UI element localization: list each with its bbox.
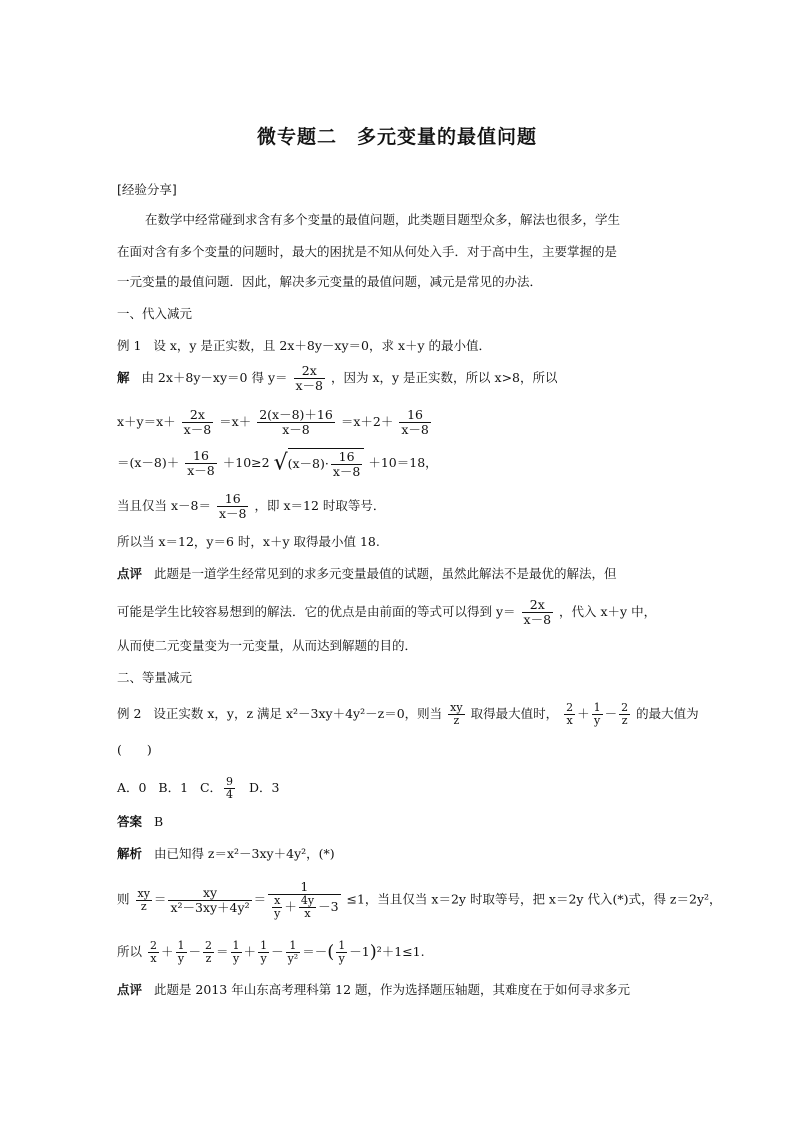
denominator: x	[299, 907, 316, 920]
intro-line-3: 一元变量的最值问题．因此，解决多元变量的最值问题，减元是常见的办法．	[117, 274, 543, 289]
denominator: y	[231, 952, 242, 965]
comment-1-line-3: 从而使二元变量变为一元变量，从而达到解题的目的．	[117, 638, 418, 653]
numerator: 1	[593, 701, 601, 714]
numerator: 16	[224, 491, 241, 506]
analysis-pre: 则	[117, 891, 130, 907]
analysis-pre: 所以	[117, 944, 143, 959]
radicand-a: (x－8)·	[287, 456, 329, 471]
numerator: 1	[260, 939, 268, 952]
left-paren: (	[327, 941, 335, 963]
solution-1-line-4	[117, 492, 385, 521]
comment-label: 点评	[117, 566, 143, 581]
fraction-1-over-sum	[268, 880, 340, 920]
comment-1-line-1	[117, 566, 616, 582]
fraction-2-over-z	[203, 940, 214, 965]
right-paren: )	[369, 941, 377, 963]
option-b: B．1	[158, 780, 189, 795]
numerator: x	[274, 894, 281, 907]
solution-1-line-3	[117, 448, 438, 479]
denominator: x²－3xy＋4y²	[170, 899, 250, 915]
comment-label: 点评	[117, 982, 143, 997]
analysis-line-1	[117, 846, 335, 862]
heading-substitution: 一、代入减元	[117, 306, 193, 321]
solution-text-b: ，因为 x，y 是正实数，所以 x>8，所以	[331, 370, 558, 385]
fraction-1-over-y	[592, 702, 603, 727]
numerator: xy	[202, 884, 218, 900]
numerator: 2	[205, 939, 213, 952]
heading-equal-substitution: 二、等量减元	[117, 670, 193, 685]
denominator: x	[148, 952, 159, 965]
denominator: x－8	[257, 422, 335, 437]
denominator: y	[592, 714, 603, 727]
option-a: A．0	[117, 780, 147, 795]
square-root	[274, 448, 365, 479]
fraction-16-over-x-8	[399, 408, 431, 437]
numerator: 2(x－8)＋16	[259, 407, 333, 422]
solution-1-line-5: 所以当 x＝12，y＝6 时，x＋y 取得最小值 18.	[117, 534, 380, 549]
fraction-xy-over-z	[136, 888, 152, 913]
denominator: x－8	[523, 612, 552, 627]
denominator: y	[258, 952, 269, 965]
numerator: 2x	[529, 597, 545, 612]
expr-a: ＝(x－8)＋	[117, 455, 180, 470]
numerator: 1	[177, 939, 185, 952]
intro-line-1: 在数学中经常碰到求含有多个变量的最值问题，此类题目题型众多，解法也很多，学生	[145, 212, 621, 227]
analysis-text-b: ≤1，当且仅当 x＝2y 时取等号，把 x＝2y 代入(*)式，得 z＝2y²，	[346, 891, 722, 907]
expr-b: ，即 x＝12 时取等号．	[254, 498, 386, 513]
solution-label: 解	[117, 370, 130, 385]
expr-d: ＋10＝18，	[368, 455, 438, 470]
option-c: C．	[199, 780, 223, 795]
example-1-text: 设 x，y 是正实数，且 2x＋8y－xy＝0，求 x＋y 的最小值．	[153, 338, 492, 353]
numerator: 16	[407, 407, 424, 422]
fraction-xy-over-quadratic	[168, 886, 251, 915]
numerator: 1	[300, 879, 309, 894]
numerator: 2x	[301, 363, 317, 378]
numerator: 4y	[300, 894, 315, 907]
fraction-xy-over-z	[448, 702, 464, 727]
fraction-9-over-4	[224, 776, 235, 801]
fraction-16-over-x-8	[217, 492, 249, 521]
denominator: 4	[226, 788, 234, 801]
solution-1-line-1	[117, 364, 558, 393]
denominator: x－8	[295, 378, 324, 393]
comment-2	[117, 982, 630, 998]
numerator: 16	[338, 449, 355, 464]
example-2-paren: ( )	[117, 742, 152, 757]
example-2: 例 2 设正实数 x，y，z 满足 x²－3xy＋4y²－z＝0，则当 $\frac{xy}{z}$ 取得最大值时， $\frac{2}{x}$ ＋ $\frac{1}{y}$ － $\frac{2}{z}$ 的最大值为	[117, 701, 699, 727]
denominator: z	[448, 714, 464, 727]
answer-label: 答案	[117, 814, 143, 829]
comment-1-line-2	[117, 598, 656, 627]
denominator: y²	[287, 952, 299, 965]
numerator: 2	[150, 939, 157, 952]
intro-line-2: 在面对含有多个变量的问题时，最大的困扰是不知从何处入手．对于高中生，主要掌握的是	[117, 244, 618, 259]
denominator: x－8	[187, 463, 215, 478]
comment-text-b: ，代入 x＋y 中，	[559, 604, 657, 619]
fraction-expanded	[257, 408, 335, 437]
expr-b: ＋10≥2	[222, 455, 270, 470]
fraction-1-over-y	[336, 940, 347, 965]
comment-text-a: 可能是学生比较容易想到的解法．它的优点是由前面的等式可以得到 y＝	[117, 604, 516, 619]
numerator: xy	[450, 701, 463, 714]
numerator: 2	[566, 701, 574, 714]
fraction-2x-over-x-8	[182, 408, 214, 437]
analysis-tail: ²＋1≤1.	[376, 944, 425, 959]
numerator: 16	[193, 448, 209, 463]
example-2-text-c: 的最大值为	[636, 706, 699, 721]
analysis-text: 由已知得 z＝x²－3xy＋4y²，(*)	[153, 846, 335, 861]
expr-a: 当且仅当 x－8＝	[117, 498, 211, 513]
numerator: 1	[232, 939, 240, 952]
numerator: 1	[338, 939, 346, 952]
comment-text: 此题是 2013 年山东高考理科第 12 题，作为选择题压轴题，其难度在于如何寻求多元	[153, 982, 631, 997]
fraction-1-over-y	[176, 940, 187, 965]
expr-a: x＋y＝x＋	[117, 414, 176, 429]
analysis-label: 解析	[117, 846, 143, 861]
denominator: z	[203, 952, 214, 965]
expr-b: ＝x＋	[219, 414, 252, 429]
numerator: 2	[621, 701, 629, 714]
denominator: $\frac{x}{y}$ ＋ $\frac{4y}{x}$ －3	[268, 894, 340, 920]
fraction-2-over-x	[564, 702, 575, 727]
example-1	[117, 338, 491, 354]
denominator: x－8	[183, 422, 212, 437]
answer-value: B	[153, 814, 164, 829]
denominator: y	[274, 907, 281, 920]
comment-text: 此题是一道学生经常见到的求多元变量最值的试题，虽然此解法不是最优的解法，但	[153, 566, 617, 581]
numerator: 9	[226, 775, 234, 788]
fraction-2-over-z	[619, 702, 630, 727]
fraction-1-over-y	[258, 940, 269, 965]
fraction-2-over-x	[148, 940, 159, 965]
example-1-label: 例 1	[117, 338, 142, 353]
fraction-x-over-y	[272, 895, 282, 920]
fraction-1-over-y	[231, 940, 242, 965]
numerator: 1	[289, 939, 297, 952]
options-row	[117, 776, 279, 801]
numerator: xy	[137, 886, 150, 900]
fraction-16-over-x-8	[331, 450, 363, 479]
page-title: 微专题二 多元变量的最值问题	[256, 126, 537, 148]
denominator: x－8	[218, 506, 247, 521]
solution-1-line-2	[117, 408, 433, 437]
example-2-text-b: 取得最大值时，	[470, 706, 559, 721]
example-2-label: 例 2	[117, 706, 142, 721]
numerator: 2x	[189, 407, 205, 422]
denominator: x	[564, 714, 575, 727]
analysis-line-3: 所以 $\frac{2}{x}$ ＋ $\frac{1}{y}$ － $\frac{2}{z}$ ＝ $\frac{1}{y}$ ＋ $\frac{1}{y}$ － $\frac{1}{\text{y²}}$ ＝－( $\frac{1}{y}$ －1)²＋1≤1.	[117, 939, 425, 965]
denominator: y	[176, 952, 187, 965]
denominator: z	[619, 714, 630, 727]
radical-sign: √	[273, 450, 288, 476]
fraction-16-over-x-8	[185, 449, 217, 478]
expr-c: ＝x＋2＋	[340, 414, 394, 429]
solution-text-a: 由 2x＋8y－xy＝0 得 y＝	[141, 370, 288, 385]
section-experience: [经验分享]	[117, 182, 177, 197]
denominator: x－8	[401, 422, 429, 437]
fraction-2x-over-x-8	[522, 598, 554, 627]
fraction-4y-over-x	[299, 895, 316, 920]
answer	[117, 814, 163, 830]
fraction-1-over-y2	[286, 940, 301, 965]
analysis-line-2: 则 $\frac{xy}{z}$ ＝ $\frac{xy}{\text{x²－3xy＋4y²}}$ ＝ 1 $\frac{x}{y}$ ＋ $\frac{4y}{x}$ －3 ≤1，当且仅当 x＝2y 时取等号，把 x＝2y 代入(*)式，得 z＝2y²，	[117, 879, 722, 920]
denominator: x－8	[332, 464, 361, 479]
radicand	[288, 448, 365, 479]
example-2-text-a: 设正实数 x，y，z 满足 x²－3xy＋4y²－z＝0，则当	[153, 706, 443, 721]
option-d: D．3	[248, 780, 280, 795]
denominator: y	[336, 952, 347, 965]
fraction-2x-over-x-8	[294, 364, 326, 393]
denominator: z	[136, 900, 152, 913]
